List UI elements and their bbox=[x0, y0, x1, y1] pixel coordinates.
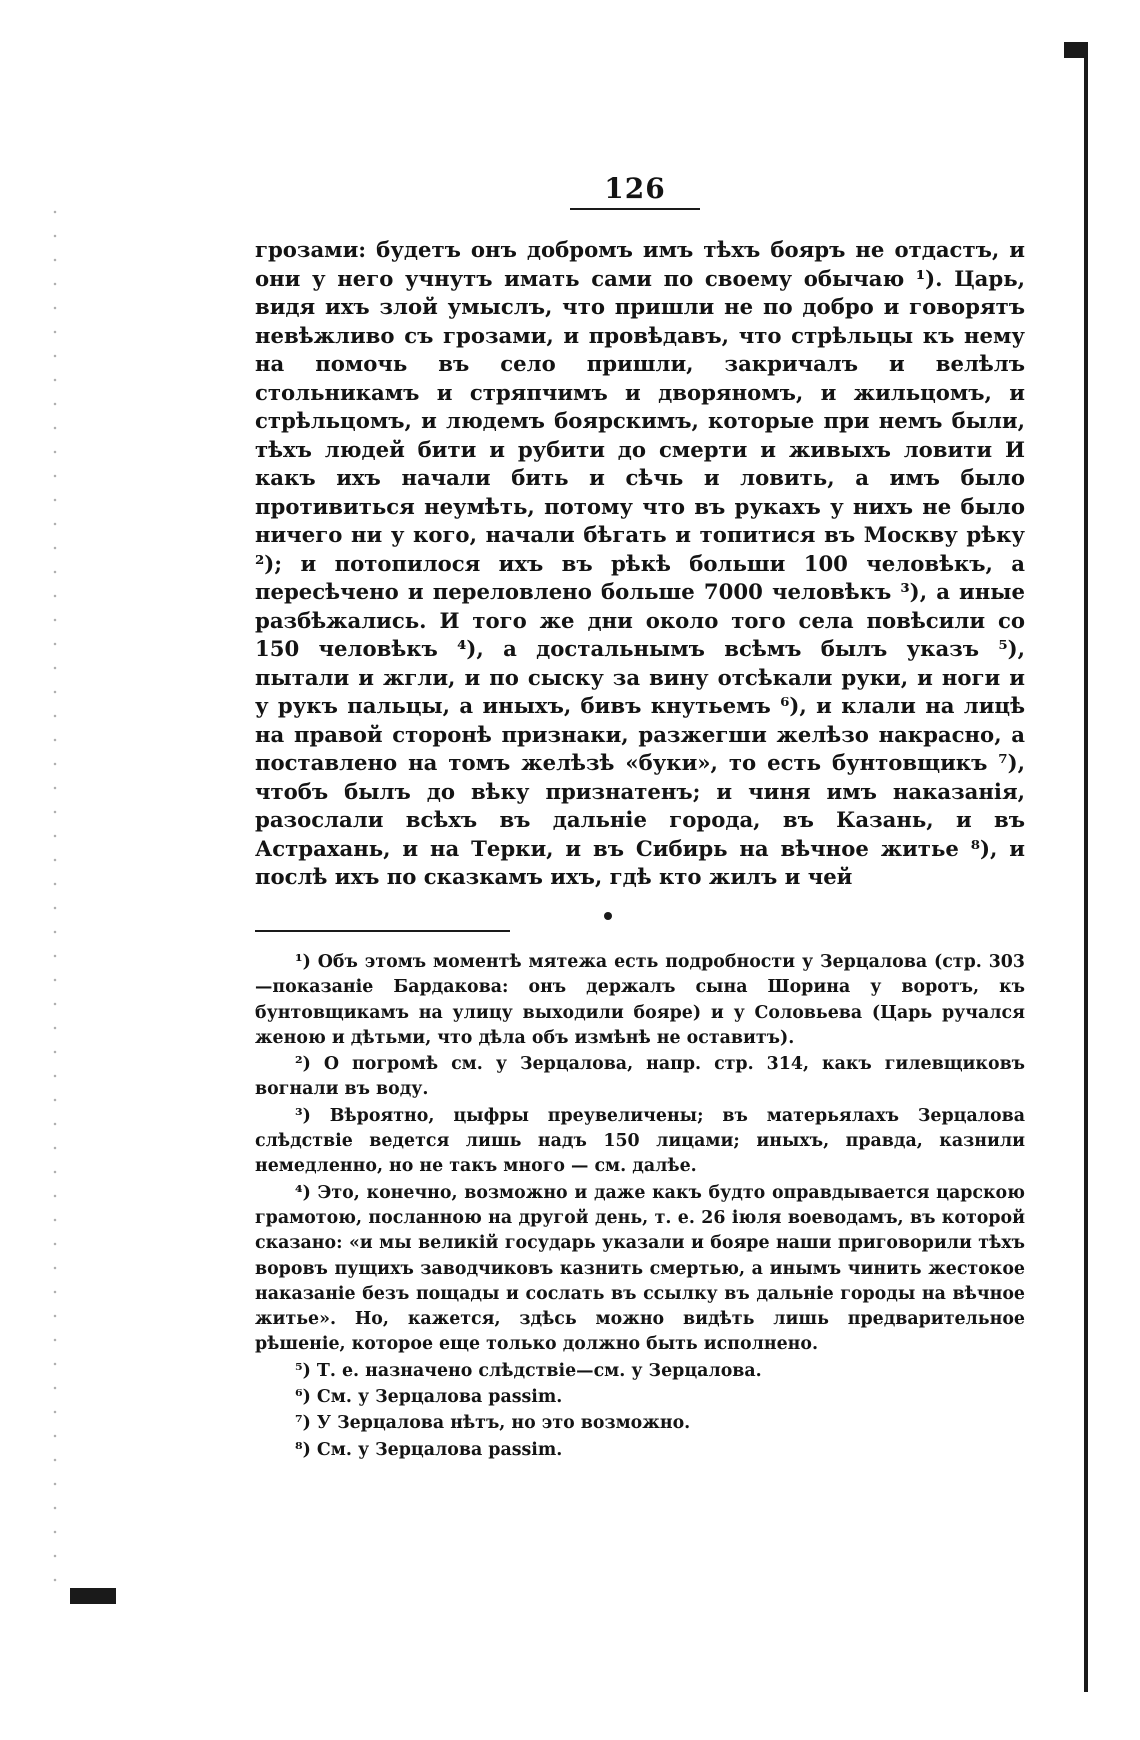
footnote-5: ⁵) Т. е. назначено слѣдствіе—см. у Зерцалова. bbox=[295, 1360, 762, 1381]
footnote-2: ²) О погромѣ см. у Зерцалова, напр. стр. 314, какъ гилевщиковъ вогнали въ воду. bbox=[255, 1054, 1025, 1100]
page-edge-left-specks bbox=[52, 200, 58, 1600]
footnote-1: ¹) Объ этомъ моментѣ мятежа есть подробности у Зерцалова (стр. 303—показаніе Бардакова: онъ держалъ сына Шорина у воротъ, къ бунтовщикамъ на улицу выходили бояре) и у Соловьева (Царь ручался женою и дѣтьми, что дѣла объ измѣнѣ не оставитъ). bbox=[255, 952, 1025, 1048]
page-number-rule bbox=[570, 208, 700, 210]
page-edge-right bbox=[1084, 42, 1088, 1692]
main-text: грозами: будетъ онъ добромъ имъ тѣхъ бояръ не отдастъ, и они у него учнутъ имать сами по своему обычаю ¹). Царь, видя ихъ злой умыслъ, что пришли не по добро и говорятъ невѣжливо съ грозами, и провѣдавъ, что стрѣльцы къ нему на помочь въ село пришли, закричалъ и велѣлъ стольникамъ и стряпчимъ и дворяномъ, и жильцомъ, и стрѣльцомъ, и людемъ боярскимъ, которые при немъ были, тѣхъ людей бити и рубити до смерти и живыхъ ловити И какъ ихъ начали бить и сѣчь и ловить, а имъ было противиться неумѣть, потому что въ рукахъ у нихъ не было ничего ни у кого, начали бѣгать и топитися въ Москву рѣку ²); и потопилося ихъ въ рѣкѣ больши 100 человѣкъ, а пересѣчено и переловлено больше 7000 человѣкъ ³), а иные разбѣжались. И того же дни около того села повѣсили со 150 человѣкъ ⁴), а достальнымъ всѣмъ былъ указъ ⁵), пытали и жгли, и по сыску за вину отсѣкали руки, и ноги и у рукъ пальцы, а иныхъ, бивъ кнутьемъ ⁶), и клали на лицѣ на правой сторонѣ признаки, разжегши желѣзо накрасно, а поставлено на томъ желѣзѣ «буки», то есть бунтовщикъ ⁷), чтобъ былъ до вѣку признатенъ; и чиня имъ наказанія, разослали всѣхъ въ дальніе города, въ Казань, и въ Астрахань, и на Терки, и въ Сибирь на вѣчное житье ⁸), и послѣ ихъ по сказкамъ ихъ, гдѣ кто жилъ и чей bbox=[255, 237, 1025, 889]
page-number: 126 bbox=[604, 172, 666, 205]
footnote-separator bbox=[255, 930, 510, 932]
ink-dot bbox=[604, 912, 612, 920]
binding-mark bbox=[70, 1588, 116, 1604]
footnote-8: ⁸) См. у Зерцалова passim. bbox=[295, 1439, 563, 1460]
footnotes bbox=[255, 950, 1025, 1464]
footnote-6: ⁶) См. у Зерцалова passim. bbox=[295, 1387, 563, 1408]
footnote-3: ³) Вѣроятно, цыфры преувеличены; въ матерьялахъ Зерцалова слѣдствіе ведется лишь надъ 150 лицами; иныхъ, правда, казнили немедленно, но не такъ много — см. далѣе. bbox=[255, 1105, 1025, 1177]
footnote-4: ⁴) Это, конечно, возможно и даже какъ будто оправдывается царскою грамотою, посланною на другой день, т. е. 26 іюля воеводамъ, въ которой сказано: «и мы великій государь указали и бояре наши приговорили тѣхъ воровъ пущихъ заводчиковъ казнить смертью, а инымъ чинить жестокое наказаніе безъ пощады и сослать въ ссылку въ дальніе городы на вѣчное житье». Но, кажется, здѣсь можно видѣть лишь предварительное рѣшеніе, которое еще только должно быть исполнено. bbox=[255, 1182, 1025, 1355]
footnote-7: ⁷) У Зерцалова нѣтъ, но это возможно. bbox=[295, 1413, 691, 1434]
